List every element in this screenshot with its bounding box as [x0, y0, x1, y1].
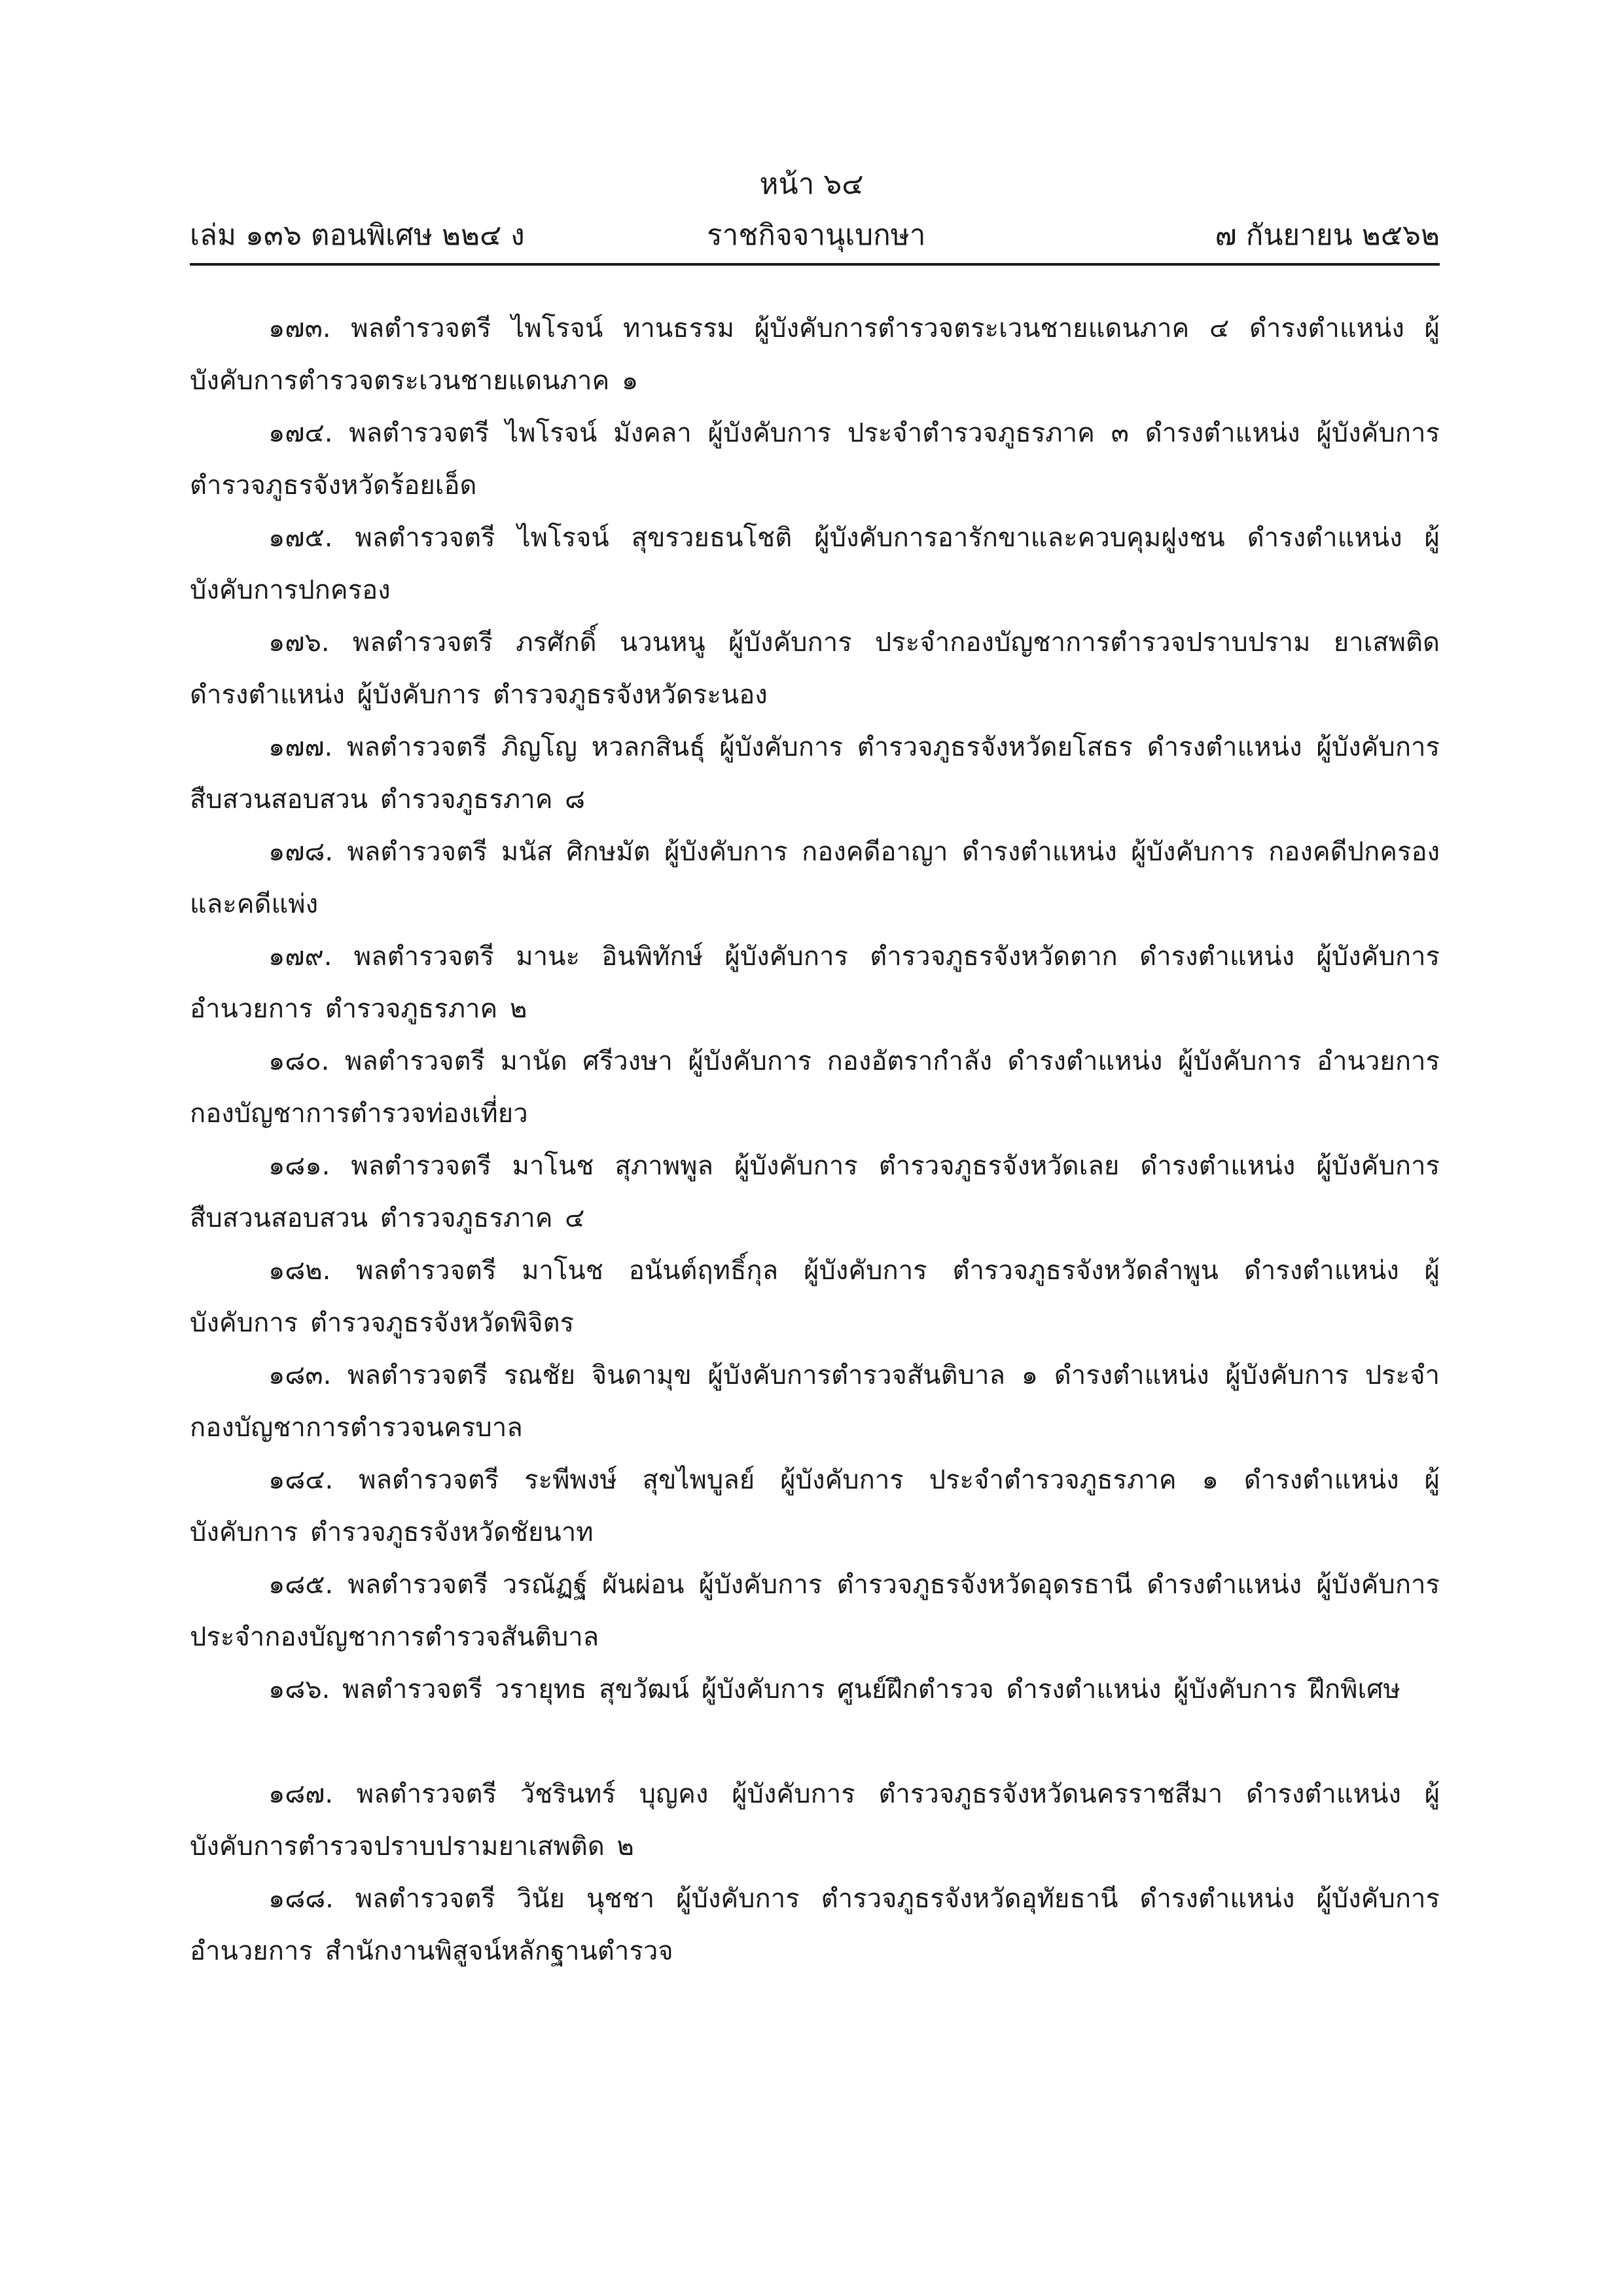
- appointment-entry-188: ๑๘๘. พลตำรวจตรี วินัย นุชชา ผู้บังคับการ ตำรวจภูธรจังหวัดอุทัยธานี ดำรงตำแหน่ง ผู้บังคับการอำนวยการ สำนักงานพิสูจน์หลักฐานตำรวจ: [190, 1884, 1440, 1966]
- appointment-entry-179: ๑๗๙. พลตำรวจตรี มานะ อินพิทักษ์ ผู้บังคับการ ตำรวจภูธรจังหวัดตาก ดำรงตำแหน่ง ผู้บังคับการอำนวยการ ตำรวจภูธรภาค ๒: [190, 942, 1440, 1024]
- page-number: หน้า ๖๔: [759, 168, 864, 201]
- appointment-entry-183: ๑๘๓. พลตำรวจตรี รณชัย จินดามุข ผู้บังคับการตำรวจสันติบาล ๑ ดำรงตำแหน่ง ผู้บังคับการ ประจำกองบัญชาการตำรวจนครบาล: [190, 1360, 1440, 1443]
- publication-date: ๗ กันยายน ๒๕๖๒: [1215, 219, 1440, 252]
- appointment-entry-173: ๑๗๓. พลตำรวจตรี ไพโรจน์ ทานธรรม ผู้บังคับการตำรวจตระเวนชายแดนภาค ๔ ดำรงตำแหน่ง ผู้บังคับการตำรวจตระเวนชายแดนภาค ๑: [190, 313, 1440, 396]
- appointment-entry-180: ๑๘๐. พลตำรวจตรี มานัด ศรีวงษา ผู้บังคับการ กองอัตรากำลัง ดำรงตำแหน่ง ผู้บังคับการ อำนวยการ กองบัญชาการตำรวจท่องเที่ยว: [190, 1046, 1440, 1129]
- appointment-entry-181: ๑๘๑. พลตำรวจตรี มาโนช สุภาพพูล ผู้บังคับการ ตำรวจภูธรจังหวัดเลย ดำรงตำแหน่ง ผู้บังคับการสืบสวนสอบสวน ตำรวจภูธรภาค ๔: [190, 1151, 1440, 1233]
- appointment-entry-177: ๑๗๗. พลตำรวจตรี ภิญโญ หวลกสินธุ์ ผู้บังคับการ ตำรวจภูธรจังหวัดยโสธร ดำรงตำแหน่ง ผู้บังคับการสืบสวนสอบสวน ตำรวจภูธรภาค ๘: [190, 732, 1440, 815]
- appointment-list: [190, 302, 1440, 1977]
- appointment-entry-175: ๑๗๕. พลตำรวจตรี ไพโรจน์ สุขรวยธนโชติ ผู้บังคับการอารักขาและควบคุมฝูงชน ดำรงตำแหน่ง ผู้บังคับการปกครอง: [190, 523, 1440, 605]
- appointment-entry-178: ๑๗๘. พลตำรวจตรี มนัส ศิกษมัต ผู้บังคับการ กองคดีอาญา ดำรงตำแหน่ง ผู้บังคับการ กองคดีปกครองและคดีแพ่ง: [190, 837, 1440, 919]
- appointment-entry-184: ๑๘๔. พลตำรวจตรี ระพีพงษ์ สุขไพบูลย์ ผู้บังคับการ ประจำตำรวจภูธรภาค ๑ ดำรงตำแหน่ง ผู้บังคับการ ตำรวจภูธรจังหวัดชัยนาท: [190, 1465, 1440, 1547]
- gazette-header: [190, 216, 1440, 262]
- appointment-entry-174: ๑๗๔. พลตำรวจตรี ไพโรจน์ มังคลา ผู้บังคับการ ประจำตำรวจภูธรภาค ๓ ดำรงตำแหน่ง ผู้บังคับการ ตำรวจภูธรจังหวัดร้อยเอ็ด: [190, 418, 1440, 501]
- appointment-entry-182: ๑๘๒. พลตำรวจตรี มาโนช อนันต์ฤทธิ์กุล ผู้บังคับการ ตำรวจภูธรจังหวัดลำพูน ดำรงตำแหน่ง ผู้บังคับการ ตำรวจภูธรจังหวัดพิจิตร: [190, 1256, 1440, 1338]
- header-divider: [190, 263, 1440, 266]
- volume-issue: เล่ม ๑๓๖ ตอนพิเศษ ๒๒๔ ง: [190, 219, 525, 252]
- publication-name: ราชกิจจานุเบกษา: [707, 219, 926, 252]
- appointment-entry-185: ๑๘๕. พลตำรวจตรี วรณัฏฐ์ ผันผ่อน ผู้บังคับการ ตำรวจภูธรจังหวัดอุดรธานี ดำรงตำแหน่ง ผู้บังคับการ ประจำกองบัญชาการตำรวจสันติบาล: [190, 1570, 1440, 1652]
- appointment-entry-187: ๑๘๗. พลตำรวจตรี วัชรินทร์ บุญคง ผู้บังคับการ ตำรวจภูธรจังหวัดนครราชสีมา ดำรงตำแหน่ง ผู้บังคับการตำรวจปราบปรามยาเสพติด ๒: [190, 1779, 1440, 1862]
- appointment-entry-176: ๑๗๖. พลตำรวจตรี ภรศักดิ์ นวนหนู ผู้บังคับการ ประจำกองบัญชาการตำรวจปราบปราม ยาเสพติด ดำรงตำแหน่ง ผู้บังคับการ ตำรวจภูธรจังหวัดระนอง: [190, 627, 1440, 710]
- appointment-entry-186: ๑๘๖. พลตำรวจตรี วรายุทธ สุขวัฒน์ ผู้บังคับการ ศูนย์ฝึกตำรวจ ดำรงตำแหน่ง ผู้บังคับการ ฝึกพิเศษ: [268, 1674, 1400, 1704]
